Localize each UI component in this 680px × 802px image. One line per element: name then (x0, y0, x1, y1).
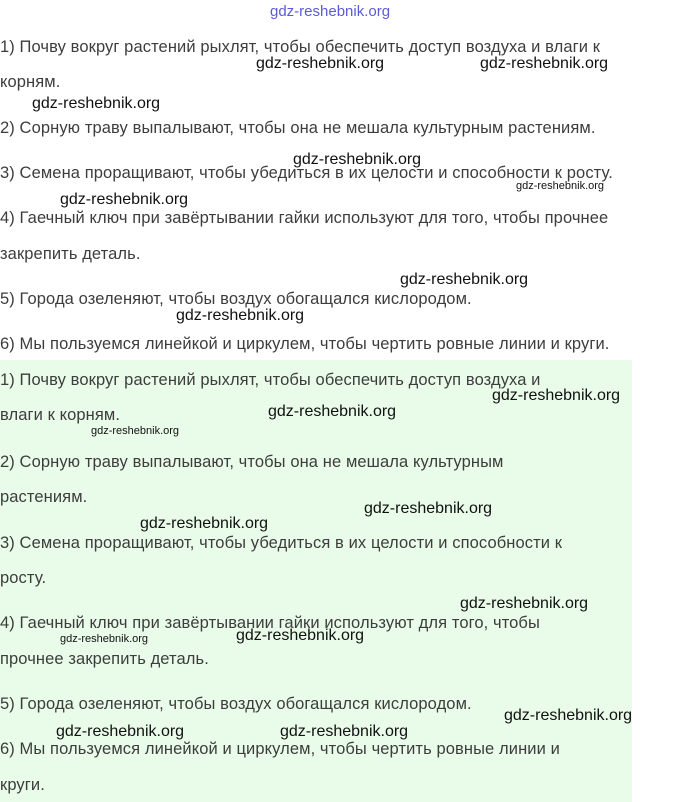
watermark: gdz-reshebnik.org (32, 95, 161, 112)
watermark: gdz-reshebnik.org (256, 55, 385, 72)
answer-line: 1) Почву вокруг растений рыхлят, чтобы обеспечить доступ воздуха и (0, 371, 541, 389)
answer-line: круги. (0, 776, 45, 794)
text-line: закрепить деталь. (0, 245, 141, 263)
answer-line: 3) Семена проращивают, чтобы убедиться в их целости и способности к (0, 534, 563, 552)
text-line: 5) Города озеленяют, чтобы воздух обогащался кислородом. (0, 290, 472, 308)
watermark: gdz-reshebnik.org (56, 723, 185, 740)
watermark: gdz-reshebnik.org (280, 723, 409, 740)
watermark: gdz-reshebnik.org (176, 307, 305, 324)
watermark: gdz-reshebnik.org (268, 403, 397, 420)
watermark: gdz-reshebnik.org (364, 500, 493, 517)
watermark: gdz-reshebnik.org (516, 180, 605, 192)
watermark: gdz-reshebnik.org (400, 271, 529, 288)
watermark: gdz-reshebnik.org (60, 191, 189, 208)
watermark: gdz-reshebnik.org (460, 595, 589, 612)
answer-line: влаги к корням. (0, 406, 121, 424)
text-line: 1) Почву вокруг растений рыхлят, чтобы обеспечить доступ воздуха и влаги к (0, 38, 601, 56)
answer-line: прочнее закрепить деталь. (0, 650, 209, 668)
watermark: gdz-reshebnik.org (492, 387, 621, 404)
watermark: gdz-reshebnik.org (236, 627, 365, 644)
text-line: 3) Семена проращивают, чтобы убедиться в их целости и способности к росту. (0, 164, 613, 182)
text-line: корням. (0, 73, 61, 91)
text-line: 6) Мы пользуемся линейкой и циркулем, чтобы чертить ровные линии и круги. (0, 335, 610, 353)
site-link[interactable]: gdz-reshebnik.org (270, 3, 391, 20)
watermark: gdz-reshebnik.org (480, 55, 609, 72)
answer-line: росту. (0, 569, 47, 587)
watermark: gdz-reshebnik.org (60, 633, 149, 645)
watermark: gdz-reshebnik.org (293, 151, 422, 168)
watermark: gdz-reshebnik.org (504, 707, 633, 724)
answer-line: 5) Города озеленяют, чтобы воздух обогащался кислородом. (0, 695, 472, 713)
answer-line: 6) Мы пользуемся линейкой и циркулем, чтобы чертить ровные линии и (0, 740, 560, 758)
answer-line: 2) Сорную траву выпалывают, чтобы она не мешала культурным (0, 453, 504, 471)
text-line: 2) Сорную траву выпалывают, чтобы она не мешала культурным растениям. (0, 119, 596, 137)
answer-line: 4) Гаечный ключ при завёртывании гайки используют для того, чтобы (0, 614, 540, 632)
watermark: gdz-reshebnik.org (91, 425, 180, 437)
text-line: 4) Гаечный ключ при завёртывании гайки используют для того, чтобы прочнее (0, 209, 609, 227)
watermark: gdz-reshebnik.org (140, 515, 269, 532)
answer-line: растениям. (0, 488, 88, 506)
